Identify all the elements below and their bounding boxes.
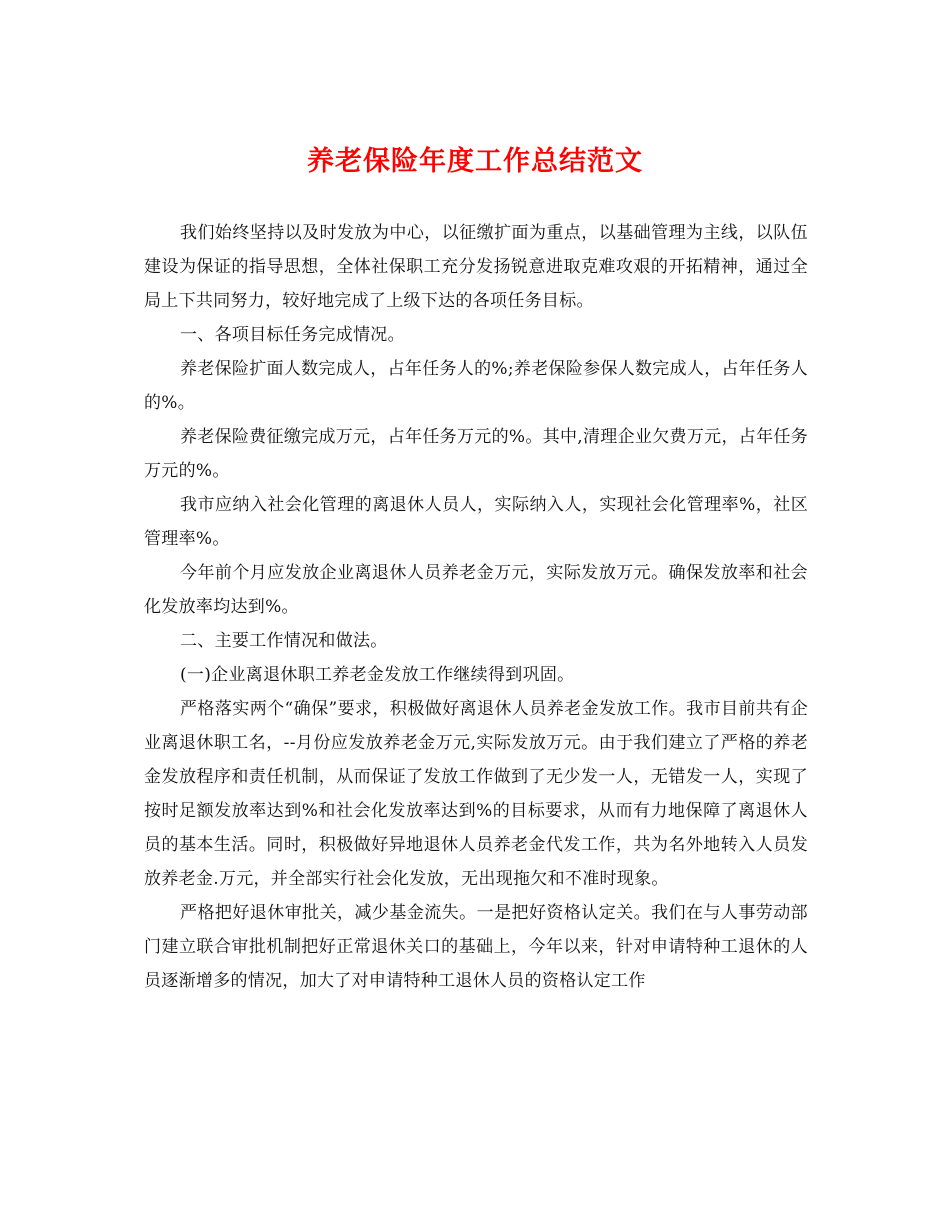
paragraph: 今年前个月应发放企业离退休人员养老金万元，实际发放万元。确保发放率和社会化发放率均达到%。 [144,563,808,617]
section-heading: 二、主要工作情况和做法。 [180,631,388,651]
paragraph: 养老保险费征缴完成万元，占年任务万元的%。其中,清理企业欠费万元，占年任务万元的%。 [144,427,808,481]
paragraph: 养老保险扩面人数完成人，占年任务人的%;养老保险参保人数完成人，占年任务人的%。 [144,359,808,413]
section-heading: 一、各项目标任务完成情况。 [180,325,405,345]
document-body [144,216,808,998]
paragraph: 我们始终坚持以及时发放为中心，以征缴扩面为重点，以基础管理为主线，以队伍建设为保证的指导思想，全体社保职工充分发扬锐意进取克难攻艰的开拓精神，通过全局上下共同努力，较好地完成了上级下达的各项任务目标。 [144,223,808,311]
paragraph: 严格把好退休审批关，减少基金流失。一是把好资格认定关。我们在与人事劳动部门建立联合审批机制把好正常退休关口的基础上，今年以来，针对申请特种工退休的人员逐渐增多的情况，加大了对申请特种工退休人员的资格认定工作 [144,903,808,991]
paragraph: 我市应纳入社会化管理的离退休人员人，实际纳入人，实现社会化管理率%，社区管理率%。 [144,495,808,549]
document-title: 养老保险年度工作总结范文 [307,146,643,177]
subsection-heading: (一)企业离退休职工养老金发放工作继续得到巩固。 [180,665,575,685]
paragraph: 严格落实两个“确保”要求，积极做好离退休人员养老金发放工作。我市目前共有企业离退休职工名，--月份应发放养老金万元,实际发放万元。由于我们建立了严格的养老金发放程序和责任机制，从而保证了发放工作做到了无少发一人，无错发一人，实现了按时足额发放率达到%和社会化发放率达到%的目标要求，从而有力地保障了离退休人员的基本生活。同时，积极做好异地退休人员养老金代发工作，共为名外地转入人员发放养老金.万元，并全部实行社会化发放，无出现拖欠和不准时现象。 [144,699,808,889]
